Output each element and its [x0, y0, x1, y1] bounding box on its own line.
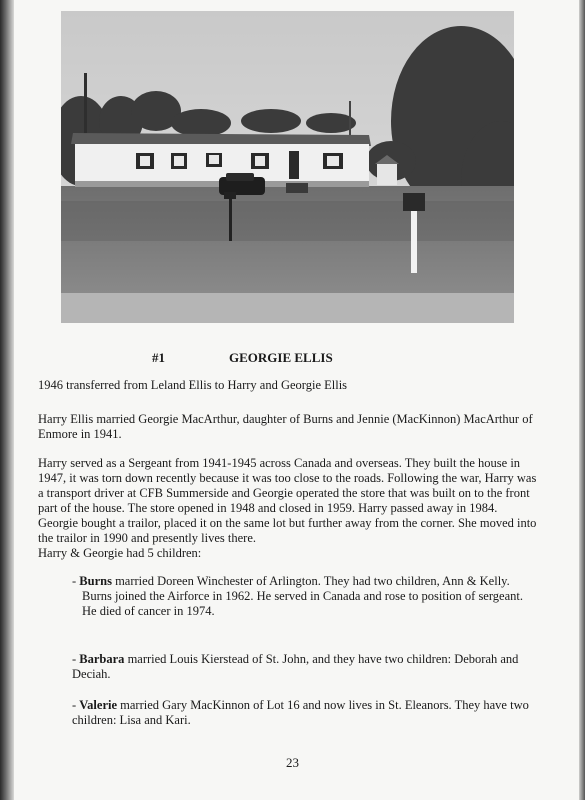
child-name: Barbara: [79, 652, 125, 666]
history-paragraph: Harry served as a Sergeant from 1941-1945 across Canada and overseas. They built the house in 1947, it was torn down recently because it was too close to the roads. Following the war, Harry was a transport driver at CFB Summerside and Georgie operated the store that was built on to the front part of the house. The store opened in 1948 and closed in 1959. Harry passed away in 1984. Georgie bought a trailor, placed it on the same lot but further away from the corner. She moved into the trailor in 1990 and presently lives there. Harry & Georgie had 5 children:: [38, 456, 537, 560]
marriage-paragraph: Harry Ellis married Georgie MacArthur, daughter of Burns and Jennie (MacKinnon) MacArthur of Enmore in 1941.: [38, 412, 533, 441]
transfer-paragraph: 1946 transferred from Leland Ellis to Harry and Georgie Ellis: [38, 378, 348, 392]
scan-right-edge: [579, 0, 585, 800]
child-name: Burns: [79, 574, 112, 588]
child-name: Valerie: [79, 698, 118, 712]
owner-name: GEORGIE ELLIS: [229, 350, 333, 365]
child-item-burns: - Burns married Doreen Winchester of Arlington. They had two children, Ann & Kelly. Burns joined the Airforce in 1962. He served in Canada and rose to position of sergeant. He died of cancer in 1974.: [72, 574, 523, 618]
photo-caption: [0, 350, 585, 368]
page-number: 23: [286, 755, 299, 770]
children-intro: Harry & Georgie had 5 children:: [38, 546, 202, 560]
house-photo: [61, 11, 514, 323]
scan-left-edge: [0, 0, 14, 800]
child-item-valerie: - Valerie married Gary MacKinnon of Lot 16 and now lives in St. Eleanors. They have two children: Lisa and Kari.: [72, 698, 529, 727]
lot-number: #1: [152, 350, 165, 365]
child-item-barbara: - Barbara married Louis Kierstead of St. John, and they have two children: Deborah and Deciah.: [72, 652, 519, 681]
